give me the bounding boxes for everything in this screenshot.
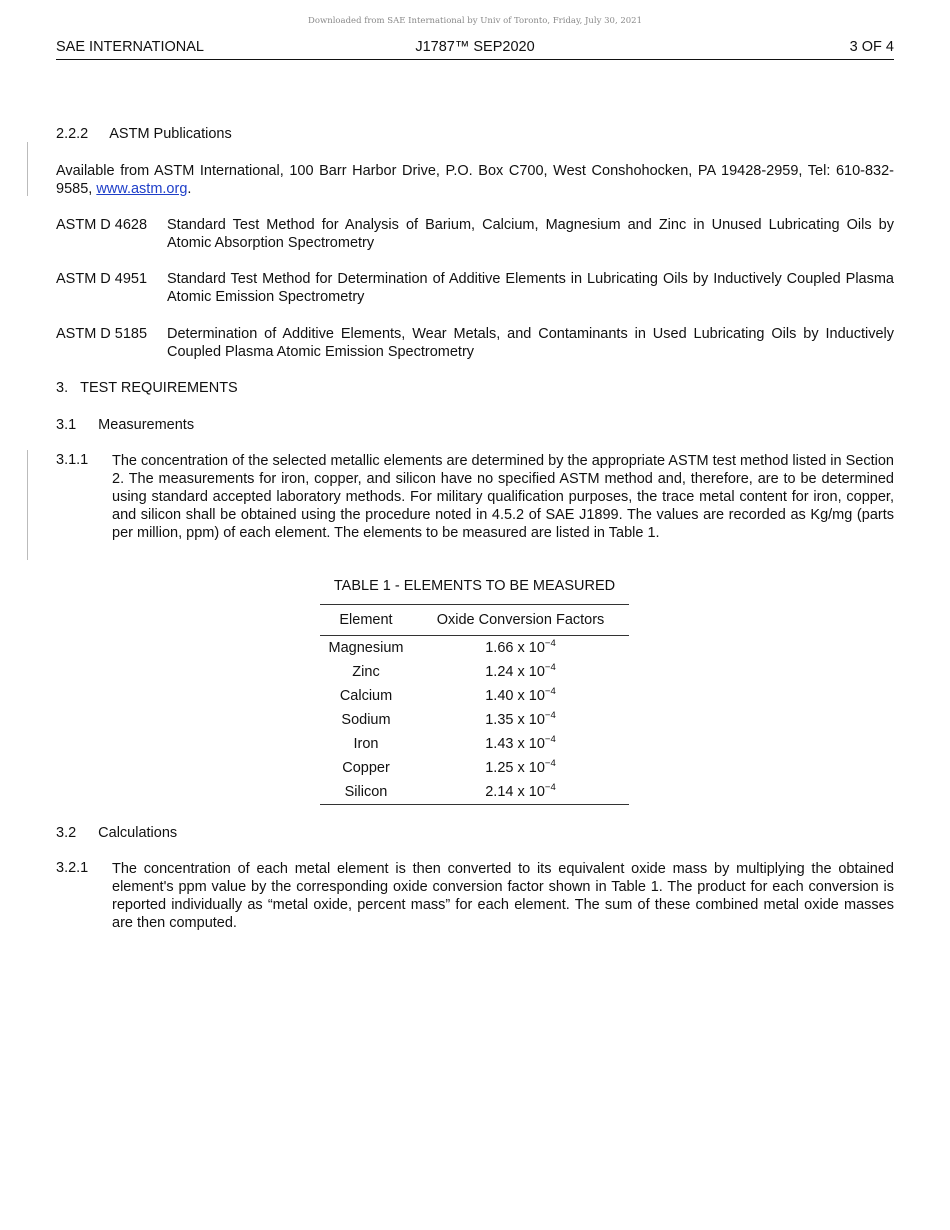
reference-astm-d4951 [56,270,894,306]
section-title: ASTM Publications [109,126,232,142]
table-row: Magnesium 1.66 x $10^{-4}$ [320,636,629,661]
section-3-2-heading: 3.2 Calculations [56,825,178,841]
elements-table [320,604,629,805]
reference-astm-d5185 [56,325,894,361]
astm-website-link[interactable]: www.astm.org [96,181,188,197]
reference-title: Determination of Additive Elements, Wear Metals, and Contaminants in Used Lubricating Oils by Inductively Coupled Plasma Atomic Emission Spectrometry [167,326,894,360]
column-header-factor: Oxide Conversion Factors [436,612,605,628]
table-row: Sodium 1.35 x $10^{-4}$ [341,710,556,728]
table-row: Iron 1.43 x $10^{-4}$ [353,734,556,752]
section-3-heading: 3. TEST REQUIREMENTS [56,380,238,396]
reference-astm-d4628 [56,216,894,252]
section-3-1-heading: 3.1 Measurements [56,417,195,433]
paragraph-text: The concentration of the selected metallic elements are determined by the appropriate ASTM test method listed in Section 2. The measurements for iron, copper, and silicon have no specified ASTM method and, therefore, are to be determined using standard accepted laboratory methods. For military qualification purposes, the trace metal content for iron, copper, and silicon shall be obtained using the procedure noted in 4.5.2 of SAE J1899. The values are recorded as Kg/mg (parts per million, ppm) of each element. The elements to be measured are listed in Table 1. [112,453,894,541]
reference-code: ASTM D 4951 [56,271,148,287]
table-row: Copper 1.25 x $10^{-4}$ [342,758,556,776]
reference-title: Standard Test Method for Determination of Additive Elements in Lubricating Oils by Inductively Coupled Plasma Atomic Emission Spectrometry [167,271,894,305]
table-1-title: TABLE 1 - ELEMENTS TO BE MEASURED [333,578,616,594]
astm-availability-paragraph: Available from ASTM International, 100 Barr Harbor Drive, P.O. Box C700, West Conshohocken, PA 19428-2959, Tel: 610-832-9585, www.astm.org. [56,163,894,197]
section-3-2-1-paragraph [0,860,950,934]
reference-code: ASTM D 4628 [56,217,148,233]
table-row: Calcium 1.40 x $10^{-4}$ [339,686,556,704]
download-watermark: Downloaded from SAE International by Univ of Toronto, Friday, July 30, 2021 [308,16,642,26]
header-rule [56,59,894,60]
paragraph-number: 3.1.1 [56,452,89,468]
change-bar [27,142,28,196]
header-organization: SAE INTERNATIONAL [56,39,204,55]
table-header-row [320,605,629,636]
table-row: Zinc 1.24 x $10^{-4}$ [352,662,556,680]
header-page-number: 3 OF 4 [849,39,894,55]
section-3-1-1-paragraph [0,452,950,562]
reference-title: Standard Test Method for Analysis of Barium, Calcium, Magnesium and Zinc in Unused Lubricating Oils by Atomic Absorption Spectrometry [167,217,894,251]
header-document-id: J1787™ SEP2020 [415,39,535,55]
paragraph-number: 3.2.1 [56,860,89,876]
section-number: 2.2.2 [56,126,89,142]
column-header-element: Element [339,612,393,628]
reference-code: ASTM D 5185 [56,326,148,342]
section-2-2-2-heading [56,125,232,143]
paragraph-text: The concentration of each metal element is then converted to its equivalent oxide mass by multiplying the obtained element's ppm value by the corresponding oxide conversion factor shown in Table 1. The product for each conversion is reported individually as “metal oxide, percent mass” for each element. The sum of these combined metal oxide masses are then computed. [112,861,894,931]
table-row: Silicon 2.14 x $10^{-4}$ [320,780,629,805]
